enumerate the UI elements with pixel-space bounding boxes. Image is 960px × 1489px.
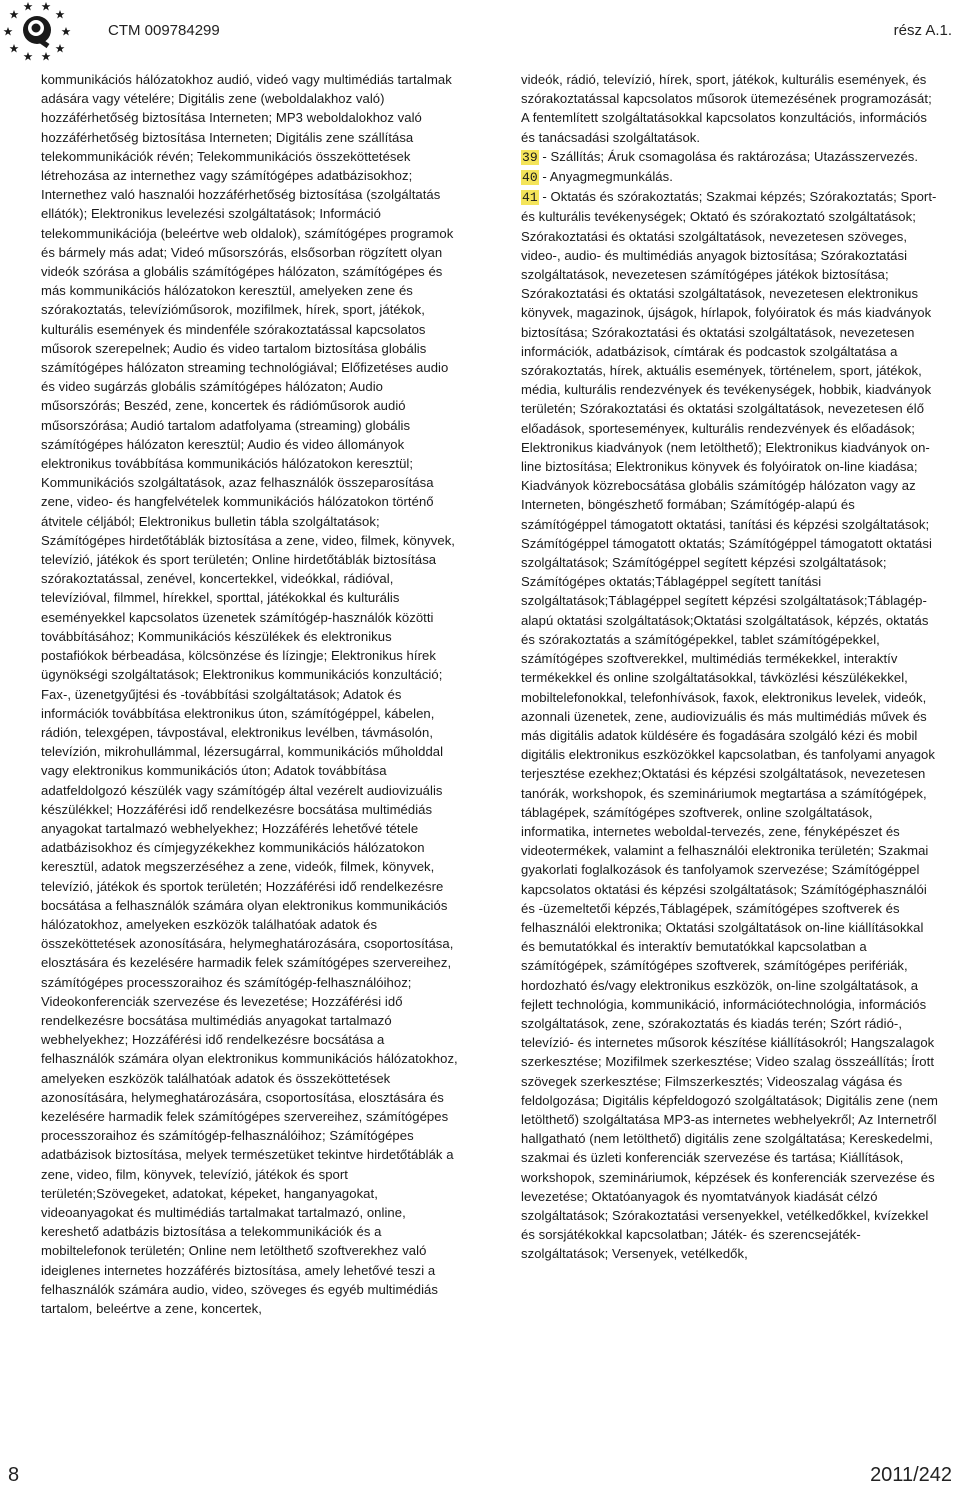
left-column (41, 70, 461, 1318)
oami-logo-icon (2, 0, 76, 62)
right-column (521, 70, 941, 1264)
class-41-number: 41 (522, 190, 538, 206)
class-39-text: - Szállítás; Áruk csomagolása és raktározása; Utazásszervezés. (538, 148, 919, 164)
class-39-number: 39 (522, 149, 538, 165)
class-40-entry (521, 167, 941, 187)
class-41-entry (521, 187, 941, 1263)
class-40-number: 40 (522, 170, 538, 186)
class-41-text: - Oktatás és szórakoztatás; Szakmai képzés; Szórakoztatás; Sport- és kulturális tevékenységek; Oktató és szórakoztató szolgáltatások; Szórakoztatási és oktatási szolgáltatások, nevezetesen szöveges, video-, audio- és multimédiás anyagok biztosítása; Szórakoztatási szolgáltatások, nevezetesen számítógépes játékok biztosítása; Szórakoztatási és oktatási szolgáltatások, nevezetesen elektronikus könyvek, magazinok, újságok, hírlapok, folyóiratok és más kiadványok biztosítása; Szórakoztatási és oktatási szolgáltatások, nevezetesen információk, adatbázisok, címtárak és podcastok szolgáltatása a szórakoztatás, hírek, aktuális események, történelem, sport, játékok, média, kulturális rendezvények és tevékenységek, hobbik, kiadványok területén; Szórakoztatási és oktatási szolgáltatások, nevezetesen élő előadások, sporteseményeк, kulturális rendezvények és előadások; Elektronikus kiadványok (nem letölthető); Elektronikus kiadványok on-line biztosítása; Elektronikus könyvek és folyóiratok on-line kiadása; Kiadványok közrebocsátása globális számítógép hálózaton vagy az Interneten, böngészhető formában; Számítógép-alapú és számítógéppel támogatott oktatási, tanítási és képzési szolgáltatások; Számítógéppel támogatott oktatás; Számítógéppel támogatott oktatási szolgáltatások; Számítógéppel segített képzési szolgáltatások; Számítógépes oktatás;Táblagéppel segített tanítási szolgáltatások;Táblagéppel segített képzési szolgáltatások;Táblagép-alapú oktatási szolgáltatások;Oktatási szolgáltatások, képzés, oktatás és szórakoztatás a számítógépekkel, tablet számítógépekkel, számítógépes szoftverekkel, multimédiás termékekkel, interaktív termékekkel és online szolgáltatásokkal, távközlési készülékekkel, mobiltelefonokkal, telefonhívások, faxok, elektronikus levelek, videók, azonnali üzenetek, zene, audiovizuális és más multimédiás művek és más digitális adatok küldésére és fogadására szolgáló kézi és mobil digitális elektronikus eszközökkel kapcsolatban, és tanfolyami anyagok terjesztése ezekhez;Oktatási és képzési szolgáltatások, nevezetesen tanórák, workshopok, és szemináriumok megtartása a számítógépek, táblagépek, számítógépes szoftverek, online szolgáltatások, informatika, internetes weboldal-tervezés, zene, fényképészet és videotermékek, valamint a felhasználói elektronika területén; Szakmai gyakorlati foglalkozások és tanfolyamok szervezése; Számítógéppel kapcsolatos oktatási és képzési szolgáltatások; Számítógéphasználói és -üzemeltetői képzés,Táblagépek, számítógépes szoftverek és felhasználói elektronika; Oktatási szolgáltatások on-line kiállításokkal és bemutatókkal és interaktív bemutatókkal kapcsolatban a számítógépek, számítógépes szoftverek, számítógépes perifériák, hordozható és/vagy elektronikus eszközök, on-line szolgáltatások, a fejlett technológia, kommunikáció, információtechnológia, információs szolgáltatások, zene, szórakoztatás és kiadás terén; Szórt rádió-, televízió- és internetes műsorok készítése kiállításokról; Hangszalagok szerkesztése; Mozifilmek szerkesztése; Video szalag összeállítás; Írott szövegek szerkesztése; Filmszerkesztés; Videoszalag vágása és feldolgozása; Digitális képfeldogozó szolgáltatások; Digitális zene (nem letölthető) szolgáltatása MP3-as internetes webhelyekről; Az Internetről hallgatható (nem letölthető) digitális zene szolgáltatása; Kereskedelmi, szakmai és üzleti konferenciák szervezése és tartása; Kiállítások, workshopok, szemináriumok, képzések és konferenciák szervezése és levezetése; Oktatóanyagok és nyomtatványok kiadását célzó szolgáltatások; Szórakoztatási versenyekkel, vetélkedőkkel, kvízekkel és sorsjátékokkal kapcsolatban; Játék- és szerencsejáték-szolgáltatások; Versenyek, vetélkedők, (521, 189, 939, 1262)
left-column-text: kommunikációs hálózatokhoz audió, videó vagy multimédiás tartalmak adására vagy vételére; Digitális zene (weboldalakhoz való) hozzáférhetőség biztosítása Interneten; MP3 weboldalokhoz való hozzáférhetőség biztosítása Interneten; Digitális zene szállítása telekommunikációk révén; Telekommunikációs összeköttetések létrehozása az internethez vagy számítógépes adatbázisokhoz; Internethez való hasznalói hozzáférhetőség biztosítása (szolgáltatás ellátók); Elektronikus levelezési szolgáltatások; Információ telekommunikációja (beleértve web oldalok), számítógépes programok és bármely más adat; Videó műsorszórás, elsősorban rögzített olyan videók szórása a globális számítógépes hálózaton, számítógépes és más kommunikációs hálózatokon keresztül, amelyeken zene és szórakoztatás, televízióműsorok, mozifilmek, hírek, sport, játékok, kulturális események és mindenféle szórakoztatással kapcsolatos műsorok szerepelnek; Audio és video tartalom biztosítása globális számítógépes hálózaton streaming technológiával; Előfizetéses audio és video sugárzás globális számítógépes hálózaton; Audio műsorszórás; Beszéd, zene, koncertek és rádióműsorok audió műsorszórása; Audió tartalom adatfolyama (streaming) globális számítógépes hálózaton keresztül; Audio és video állományok elektronikus továbbítása kommunikációs hálózatokon keresztül; Kommunikációs szolgáltatások, azaz felhasználók összeparosítása zene, video- és hangfelvételek kommunikációs hálózatokon történő átvitele céljából; Elektronikus bulletin tábla szolgáltatások; Számítógépes hirdetőtáblák biztosítása a zene, video, filmek, könyvek, televízió, játékok és sport területén; Online hirdetőtáblák biztosítása szórakoztatással, zenével, koncertekkel, videókkal, rádióval, televízióval, filmmel, hírekkel, sporttal, játékokkal és kulturális eseményekkel kapcsolatos üzenetek számítógép-használók közötti továbbításához; Kommunikációs készülékek és elektronikus postafiókok bérbeadása, kölcsönzése és lízingje; Elektronikus hírek ügynökségi szolgáltatások; Elektronikus kommunikációs konzultáció; Fax-, üzenetgyűjtési és -továbbítási szolgáltatások; Adatok és információk továbbítása elektronikus úton, számítógéppel, kábelen, rádión, telexgépen, távpostával, elektronikus levélben, távmásolón, televízión, mikrohullámmal, lézersugárral, kommunikációs műholddal vagy elektronikus kommunikációs úton; Adatok továbbítása adatfeldolgozó készülék vagy számítógép által vezérelt audiovizuális készülékkel; Hozzáférési idő rendelkezésre bocsátása multimédiás anyagokat tartalmazó webhelyekhez; Hozzáférés lehetővé tétele adatbázisokhoz és címjegyzékekhez kommunikációs hálózatokon keresztül, adatok megszerzéséhez a zene, videók, filmek, könyvek, televízió, játékok és sportok területén; Hozzáférési idő rendelkezésre bocsátása a felhasználók számára olyan elektronikus kommunikációs hálózatokhoz, amelyeken eszközök találhatóak adatok és összeköttetések azonosítására, helymeghatározására, csoportosítása, elosztására és kezelésére harmadik felek számítógépes szervereihez, számítógépes processzoraihoz és számítógép-felhasználóihoz; Videokonferenciák szervezése és levezetése; Hozzáférési idő rendelkezésre bocsátása multimédiás anyagokat tartalmazó webhelyekhez; Hozzáférési idő rendelkezésre bocsátása a felhasználók számára olyan elektronikus kommunikációs hálózatokhoz, amelyeken eszközök találhatóak adatok és összeköttetések azonosítására, helymeghatározására, csoportosítása, elosztására és kezelésére harmadik felek számítógépes szervereihez, számítógépes processzoraihoz és számítógép-felhasználóihoz; Számítógépes adatbázisok biztosítása, melyek természetüket tekintve hirdetőtáblák a zene, video, film, könyvek, televízió, játékok és sport területén;Szövegeket, adatokat, képeket, hanganyagokat, videoanyagokat és multimédiás tartalmakat tartalmazó, online, kereshető adatbázis biztosítása a telekommunikációk és a mobiltelefonok területén; Online nem letölthető szoftverekhez való ideiglenes internetes hozzáférés biztosítása, amely lehetővé teszi a felhasználók számára audio, video, szöveges és egyéb multimédiás tartalom, beleértve a zene, koncertek, (41, 72, 458, 1316)
right-intro-text: videók, rádió, televízió, hírek, sport, játékok, kulturális események, és szórakoztatással kapcsolatos műsorok ütemezésének programozását; A fentemlített szolgáltatásokkal kapcsolatos konzultációs, információs és tanácsadási szolgáltatások. (521, 72, 932, 145)
class-40-text: - Anyagmegmunkálás. (538, 169, 673, 185)
issue-number: 2011/242 (870, 1464, 952, 1486)
part-label: rész A.1. (893, 22, 952, 39)
document-id: CTM 009784299 (108, 22, 220, 39)
page-number: 8 (8, 1464, 20, 1486)
class-39-entry (521, 147, 941, 167)
